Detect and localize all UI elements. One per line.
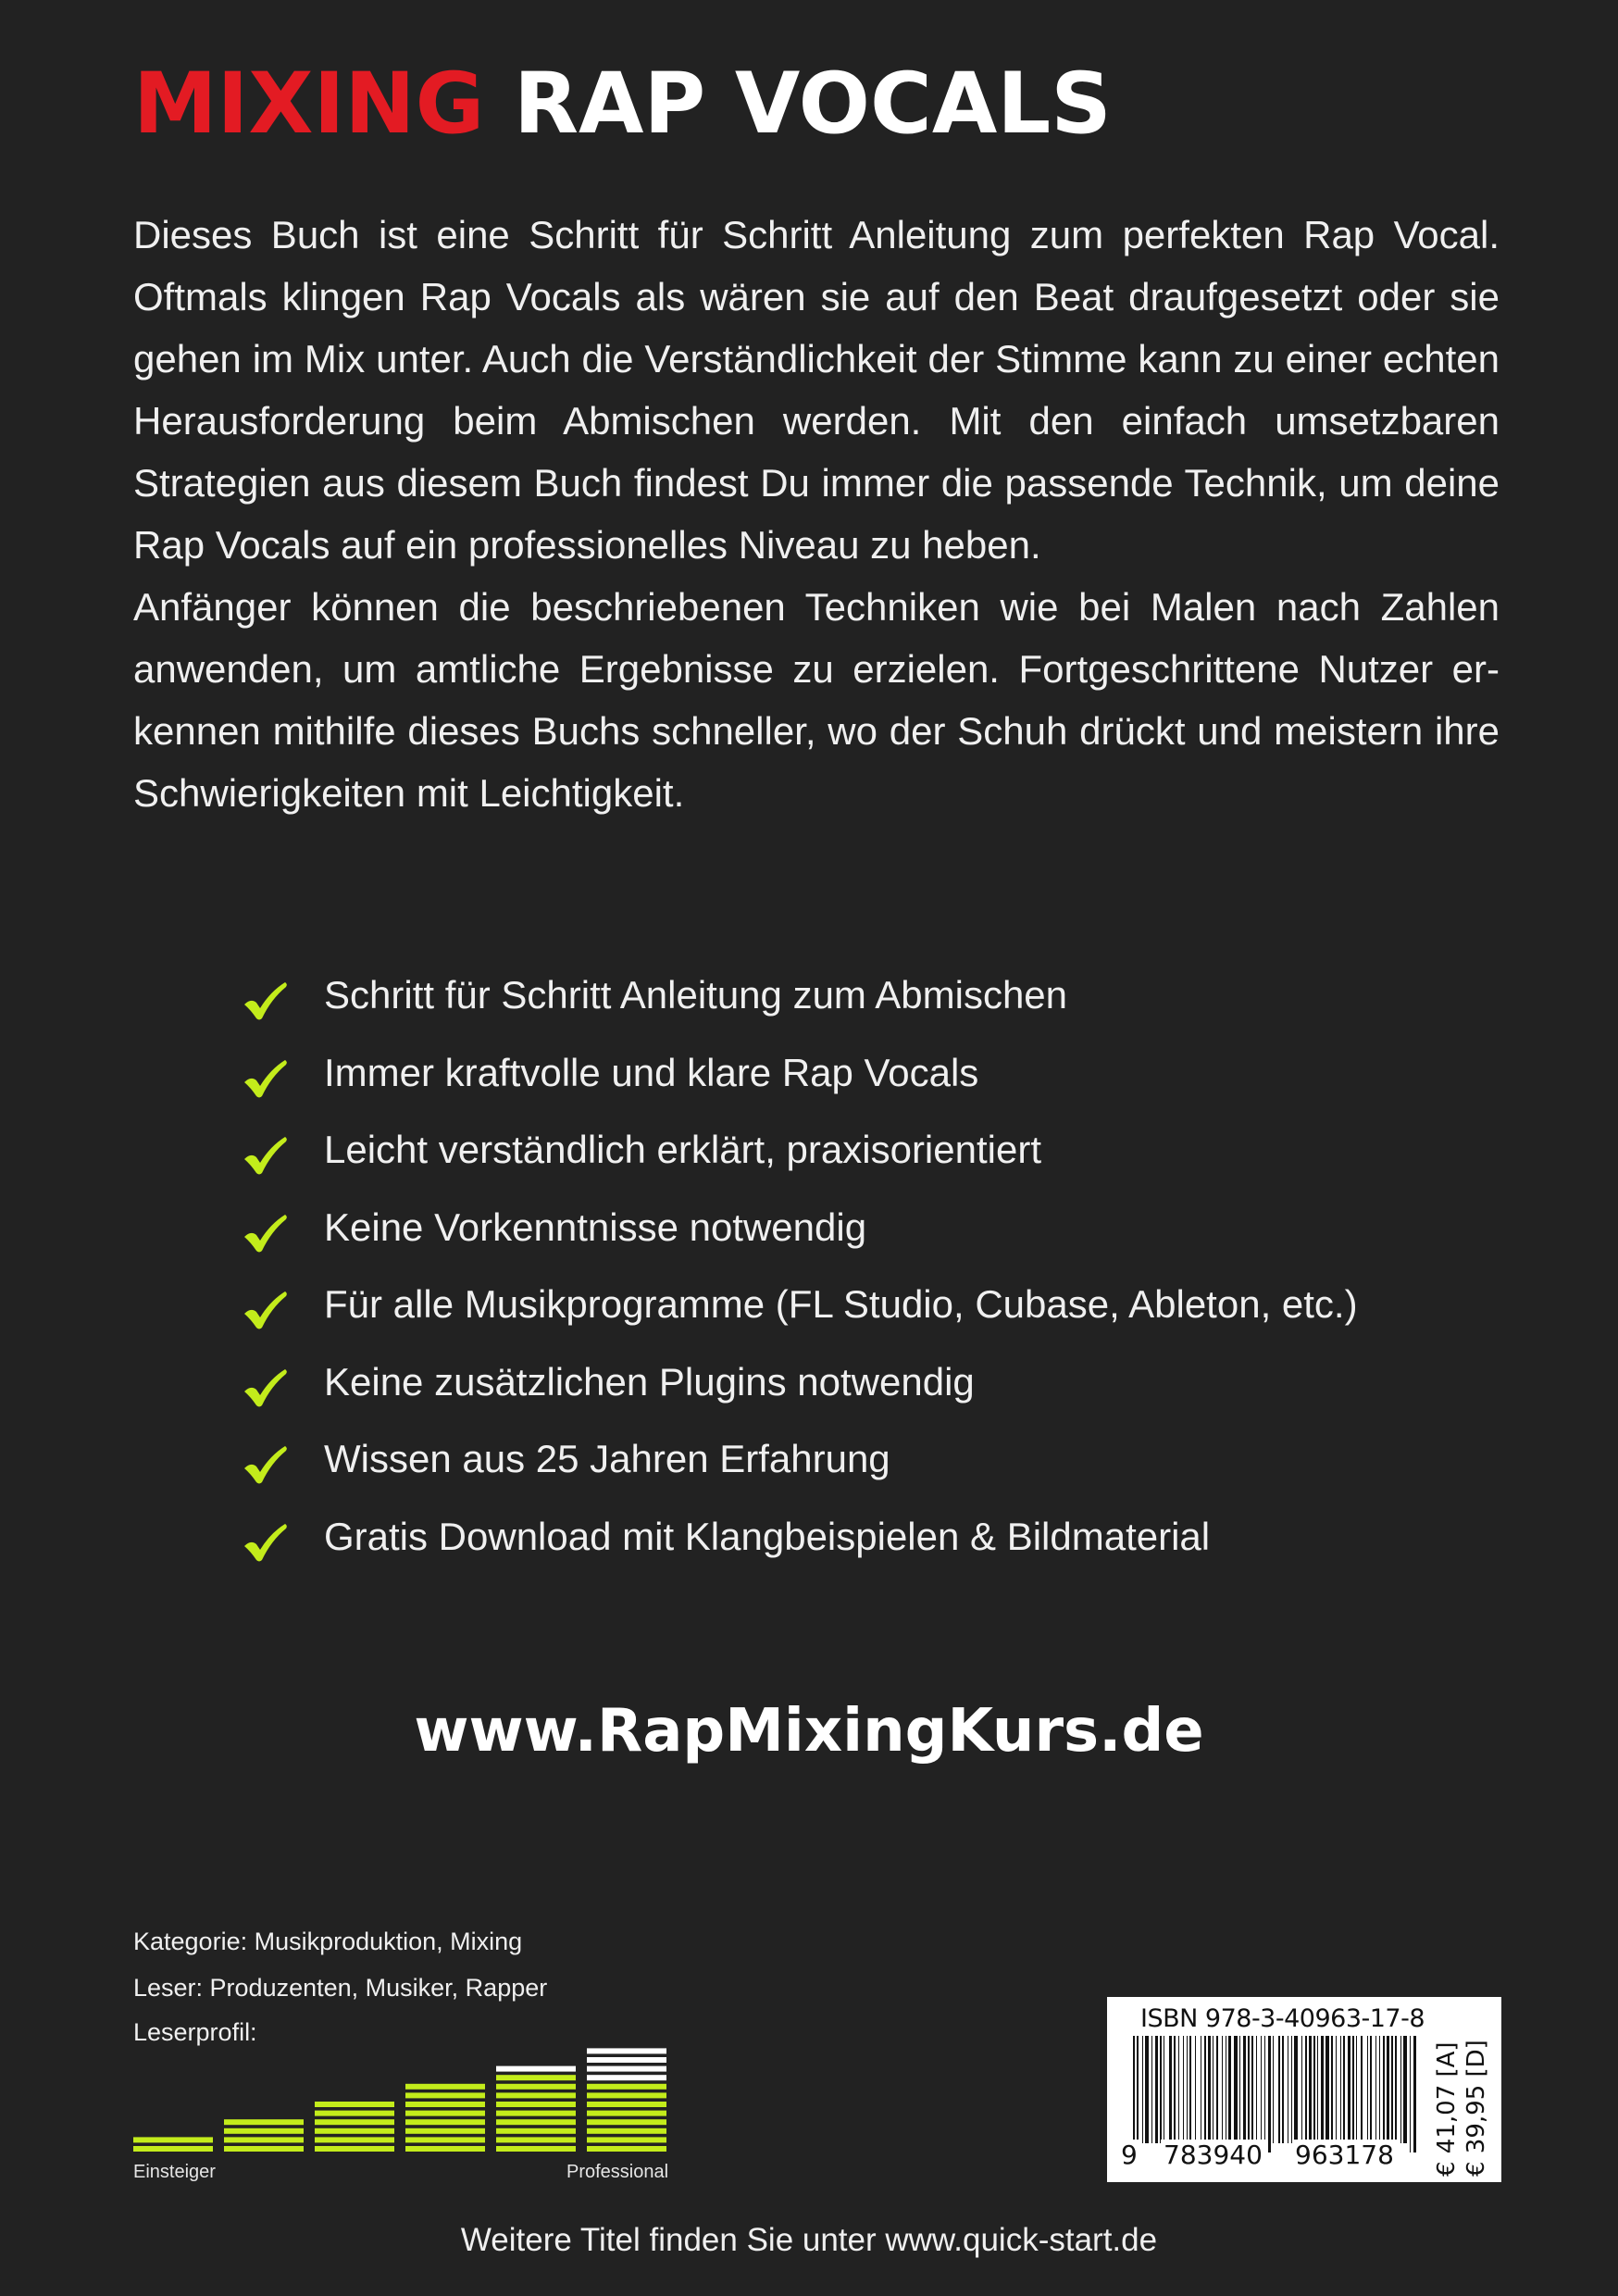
title-word-mixing: MIXING [133,56,485,153]
reader-profile-meter [133,1970,670,2161]
level-max-label: Professional [566,2162,669,2182]
barcode-digits-left: 783940 [1161,2140,1265,2171]
reader-profile-label: Leserprofil: [133,2018,257,2046]
checkmark-icon [243,1517,289,1558]
feature-text: Leicht verständlich erklärt, praxisorientiert [324,1128,1041,1171]
profile-bar-segment [587,2066,666,2072]
intro-paragraph-1: Dieses Buch ist eine Schritt für Schritt Anleitung zum perfekten Rap Vocal. Oftmals klingen Rap Vocals als wären sie auf den Beat draufgesetzt oder sie gehen im Mix unter. Auch die Verständlichkeit der Stimme kann zu einer echten Herausforderung beim Abmischen werden. Mit den einfach umsetzbaren Strategien aus diesem Buch findest Du immer die passende Technik, um deine Rap Vocals auf ein professionelles Niveau zu heben. [133,213,1500,567]
profile-bar-segment [405,2084,485,2090]
profile-bar-segment [405,2128,485,2134]
profile-bar-segment [224,2146,304,2152]
website-url: www.RapMixingKurs.de [414,1697,1204,1766]
price-austria: € 41,07 [A] [1433,2041,1461,2177]
profile-bar-segment [133,2137,213,2142]
level-min-label: Einsteiger [133,2162,216,2182]
profile-bar-segment [587,2048,666,2053]
profile-bar-segment [405,2137,485,2142]
footer-note: Weitere Titel finden Sie unter www.quick-start.de [460,2222,1158,2258]
profile-bar-segment [496,2075,576,2080]
profile-bar-segment [496,2102,576,2107]
profile-bar-segment [224,2128,304,2134]
profile-bar-segment [587,2119,666,2125]
profile-bar-segment [496,2119,576,2125]
category-line: Kategorie: Musikproduktion, Mixing [133,1928,523,1955]
profile-bar-segment [496,2128,576,2134]
intro-text [133,204,1500,824]
barcode-digit-first: 9 [1118,2140,1140,2171]
checkmark-icon [243,1285,289,1326]
price-block [1431,2004,1492,2177]
profile-bar-segment [496,2092,576,2098]
barcode-digits-right: 963178 [1292,2140,1397,2171]
checkmark-icon [243,1208,289,1249]
feature-text: Wissen aus 25 Jahren Erfahrung [324,1437,890,1480]
profile-bar-segment [315,2111,394,2116]
readers-line: Leser: Produzenten, Musiker, Rapper [133,1974,548,2002]
profile-bar-segment [224,2119,304,2125]
profile-bar-segment [496,2066,576,2072]
profile-bar-segment [587,2057,666,2063]
checkmark-icon [243,976,289,1017]
profile-bar-segment [405,2092,485,2098]
feature-text: Schritt für Schritt Anleitung zum Abmischen [324,973,1068,1017]
checkmark-icon [243,1054,289,1094]
title-word-rap-vocals: RAP VOCALS [513,56,1112,153]
profile-bar-segment [315,2137,394,2142]
feature-text: Für alle Musikprogramme (FL Studio, Cubase, Ableton, etc.) [324,1282,1358,1326]
profile-bar-segment [496,2084,576,2090]
profile-bar-segment [315,2146,394,2152]
feature-text: Keine Vorkenntnisse notwendig [324,1204,867,1249]
profile-bar-segment [133,2146,213,2152]
checkmark-icon [243,1440,289,1480]
profile-bar-segment [315,2102,394,2107]
profile-bar-segment [315,2119,394,2125]
profile-bar-segment [587,2102,666,2107]
intro-paragraph-2: Anfänger können die beschriebenen Techniken wie bei Malen nach Zahlen anwenden, um amtliche Ergebnisse zu erzielen. Fortgeschrittene Nutzer erkennen mithilfe dieses Buchs schneller, wo der Schuh drückt und meistern ihre Schwierigkeiten mit Leichtigkeit. [133,585,1500,815]
isbn-number: ISBN 978-3-40963-17-8 [1140,2004,1425,2033]
feature-text: Immer kraftvolle und klare Rap Vocals [324,1050,979,1094]
checkmark-icon [243,1363,289,1404]
profile-bar-segment [496,2111,576,2116]
profile-bar-segment [587,2084,666,2090]
profile-bar-segment [224,2137,304,2142]
profile-bar-segment [496,2146,576,2152]
profile-bar-segment [405,2146,485,2152]
checkmark-icon [243,1130,289,1171]
profile-bar-segment [405,2102,485,2107]
profile-bar-segment [405,2119,485,2125]
price-germany: € 39,95 [D] [1462,2040,1490,2177]
profile-bar-segment [587,2111,666,2116]
profile-bar-segment [405,2111,485,2116]
feature-text: Keine zusätzlichen Plugins notwendig [324,1359,975,1404]
profile-bar-segment [496,2137,576,2142]
book-title [133,54,1112,156]
profile-bar-segment [587,2128,666,2134]
feature-text: Gratis Download mit Klangbeispielen & Bildmaterial [324,1514,1211,1558]
profile-bar-segment [587,2092,666,2098]
profile-bar-segment [587,2137,666,2142]
profile-bar-segment [587,2075,666,2080]
profile-bar-segment [315,2128,394,2134]
barcode-box [1107,1997,1501,2182]
profile-bar-segment [587,2146,666,2152]
